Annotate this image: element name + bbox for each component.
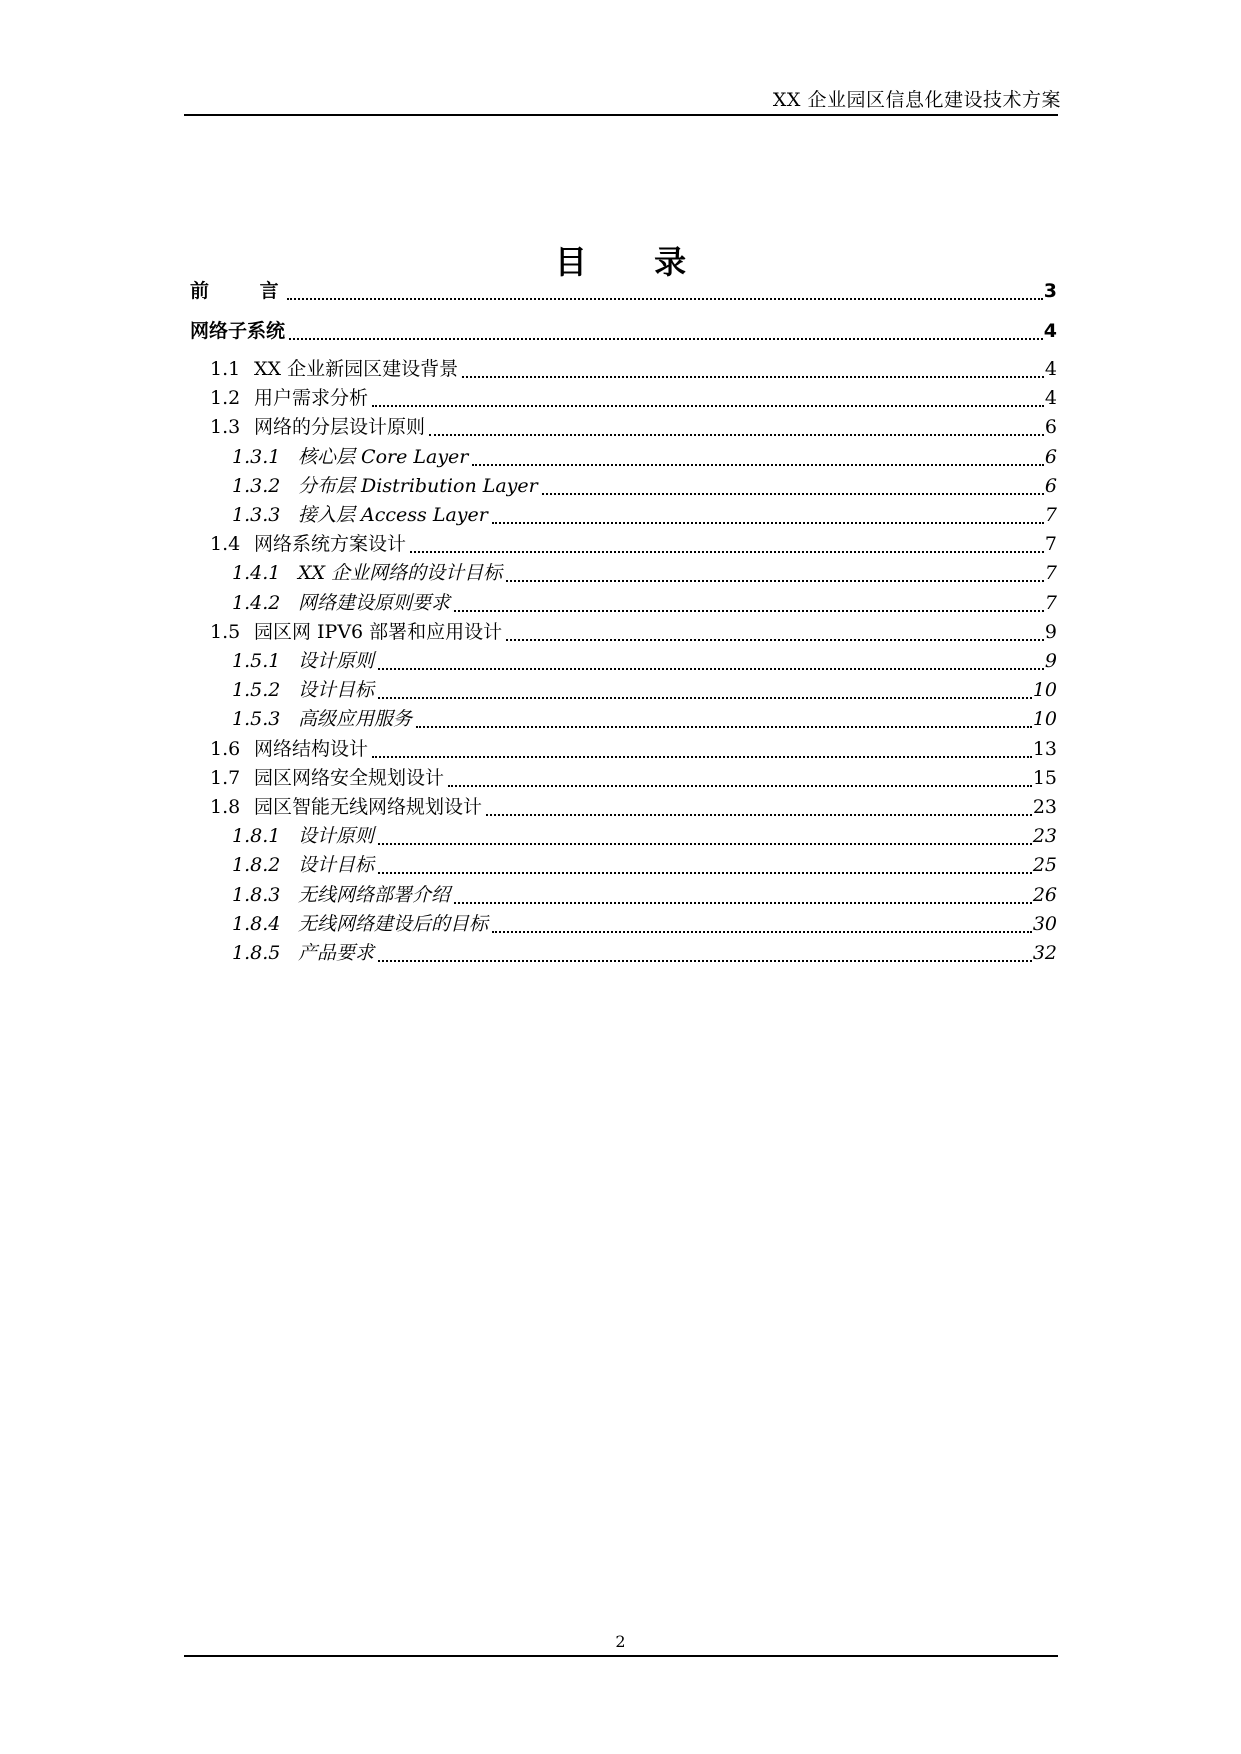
toc-entry-number: 1.3.1 <box>232 446 281 468</box>
document-title-header: XX 企业园区信息化建设技术方案 <box>772 89 1061 111</box>
toc-entry-page: 25 <box>1032 854 1057 876</box>
toc-entry[interactable] <box>210 765 1057 791</box>
toc-entry-label: 网络子系统 <box>190 320 286 342</box>
toc-entry-number: 1.8.2 <box>232 854 281 876</box>
toc-dot-leader <box>378 858 1032 878</box>
toc-entry-page: 4 <box>1044 358 1057 380</box>
toc-dot-leader <box>492 917 1032 937</box>
toc-entry-label: 网络系统方案设计 <box>254 533 407 555</box>
toc-entry[interactable] <box>190 318 1057 344</box>
toc-entry-number: 1.8.5 <box>232 942 281 964</box>
toc-dot-leader <box>429 420 1044 440</box>
toc-entry[interactable] <box>210 531 1057 557</box>
toc-entry-label: 产品要求 <box>298 942 375 964</box>
toc-entry-label: 前 言 <box>190 280 301 302</box>
toc-dot-leader <box>416 712 1032 732</box>
toc-entry-label: XX 企业新园区建设背景 <box>254 358 459 380</box>
toc-entry-label: 无线网络建设后的目标 <box>298 913 489 935</box>
toc-entry[interactable] <box>232 852 1057 878</box>
toc-entry-number: 1.7 <box>210 767 241 789</box>
toc-entry-page: 7 <box>1044 533 1057 555</box>
footer-divider <box>184 1655 1058 1657</box>
toc-entry[interactable] <box>210 414 1057 440</box>
toc-entry-label: 设计原则 <box>298 825 375 847</box>
toc-dot-leader <box>472 450 1044 470</box>
toc-dot-leader <box>372 742 1032 762</box>
toc-entry-page: 13 <box>1032 738 1057 760</box>
toc-entry-number: 1.8.1 <box>232 825 281 847</box>
toc-entry-label: 网络的分层设计原则 <box>254 416 426 438</box>
toc-entry-page: 7 <box>1044 504 1057 526</box>
toc-entry-page: 23 <box>1032 825 1057 847</box>
header-divider <box>184 114 1058 116</box>
toc-entry-number: 1.5.2 <box>232 679 281 701</box>
toc-entry[interactable] <box>190 278 1057 304</box>
toc-entry-page: 7 <box>1044 562 1057 584</box>
toc-entry-label: 网络结构设计 <box>254 738 369 760</box>
toc-entry-label: 设计原则 <box>298 650 375 672</box>
toc-entry[interactable] <box>210 619 1057 645</box>
toc-dot-leader <box>448 771 1032 791</box>
toc-entry[interactable] <box>232 706 1057 732</box>
toc-entry-page: 10 <box>1032 708 1057 730</box>
toc-entry-page: 32 <box>1032 942 1057 964</box>
toc-entry-label: 用户需求分析 <box>254 387 369 409</box>
toc-entry-page: 30 <box>1032 913 1057 935</box>
toc-entry-number: 1.3.2 <box>232 475 281 497</box>
toc-dot-leader <box>462 362 1044 382</box>
toc-entry-page: 6 <box>1044 475 1057 497</box>
toc-entry-label: 高级应用服务 <box>298 708 413 730</box>
toc-entry-page: 23 <box>1032 796 1057 818</box>
toc-dot-leader <box>542 479 1044 499</box>
toc-entry-page: 9 <box>1044 650 1057 672</box>
toc-entry-label: 设计目标 <box>298 679 375 701</box>
toc-entry-number: 1.5.1 <box>232 650 281 672</box>
toc-entry-page: 3 <box>1043 280 1057 302</box>
page-number: 2 <box>615 1632 626 1651</box>
toc-entry-label: 园区智能无线网络规划设计 <box>254 796 483 818</box>
toc-dot-leader <box>378 654 1044 674</box>
toc-dot-leader <box>287 284 1043 304</box>
toc-entry-page: 7 <box>1044 592 1057 614</box>
toc-dot-leader <box>378 683 1032 703</box>
toc-entry-number: 1.5.3 <box>232 708 281 730</box>
toc-entry-number: 1.2 <box>210 387 241 409</box>
toc-entry[interactable] <box>232 823 1057 849</box>
toc-dot-leader <box>372 391 1044 411</box>
toc-entry[interactable] <box>232 677 1057 703</box>
toc-entry-number: 1.8.4 <box>232 913 281 935</box>
toc-entry[interactable] <box>210 736 1057 762</box>
toc-dot-leader <box>289 324 1043 344</box>
toc-dot-leader <box>492 508 1044 528</box>
toc-entry[interactable] <box>232 560 1057 586</box>
toc-entry-number: 1.4.2 <box>232 592 281 614</box>
toc-entry-page: 9 <box>1044 621 1057 643</box>
toc-entry-label: 园区网 IPV6 部署和应用设计 <box>254 621 503 643</box>
toc-entry[interactable] <box>210 794 1057 820</box>
toc-entry-label: 分布层 Distribution Layer <box>298 475 538 497</box>
toc-entry-number: 1.8.3 <box>232 884 281 906</box>
toc-entry-label: 网络建设原则要求 <box>298 592 451 614</box>
toc-entry-number: 1.5 <box>210 621 241 643</box>
toc-entry[interactable] <box>232 590 1057 616</box>
toc-entry[interactable] <box>232 882 1057 908</box>
toc-entry-page: 10 <box>1032 679 1057 701</box>
toc-title: 目 录 <box>554 243 715 281</box>
toc-entry[interactable] <box>232 648 1057 674</box>
toc-dot-leader <box>486 800 1032 820</box>
toc-entry-label: 无线网络部署介绍 <box>298 884 451 906</box>
toc-entry[interactable] <box>210 356 1057 382</box>
toc-dot-leader <box>410 537 1044 557</box>
toc-dot-leader <box>506 625 1044 645</box>
toc-entry-number: 1.1 <box>210 358 241 380</box>
toc-entry-page: 4 <box>1044 387 1057 409</box>
toc-entry[interactable] <box>232 473 1057 499</box>
toc-entry-number: 1.6 <box>210 738 241 760</box>
toc-dot-leader <box>378 829 1032 849</box>
toc-entry-page: 6 <box>1044 446 1057 468</box>
toc-entry-number: 1.8 <box>210 796 241 818</box>
toc-dot-leader <box>378 946 1032 966</box>
toc-dot-leader <box>454 596 1044 616</box>
toc-entry-label: 接入层 Access Layer <box>298 504 488 526</box>
toc-entry-page: 15 <box>1032 767 1057 789</box>
toc-entry-page: 4 <box>1043 320 1057 342</box>
toc-entry[interactable] <box>210 385 1057 411</box>
toc-entry-number: 1.4.1 <box>232 562 281 584</box>
toc-entry-label: 核心层 Core Layer <box>298 446 469 468</box>
toc-entry[interactable] <box>232 502 1057 528</box>
toc-entry-label: 设计目标 <box>298 854 375 876</box>
toc-entry[interactable] <box>232 940 1057 966</box>
toc-entry-number: 1.3 <box>210 416 241 438</box>
toc-entry-number: 1.4 <box>210 533 241 555</box>
toc-entry-page: 6 <box>1044 416 1057 438</box>
toc-entry-label: 园区网络安全规划设计 <box>254 767 445 789</box>
toc-entry[interactable] <box>232 444 1057 470</box>
toc-dot-leader <box>454 888 1032 908</box>
toc-entry-number: 1.3.3 <box>232 504 281 526</box>
toc-entry[interactable] <box>232 911 1057 937</box>
toc-entry-label: XX 企业网络的设计目标 <box>298 562 503 584</box>
toc-dot-leader <box>506 566 1044 586</box>
toc-entry-page: 26 <box>1032 884 1057 906</box>
